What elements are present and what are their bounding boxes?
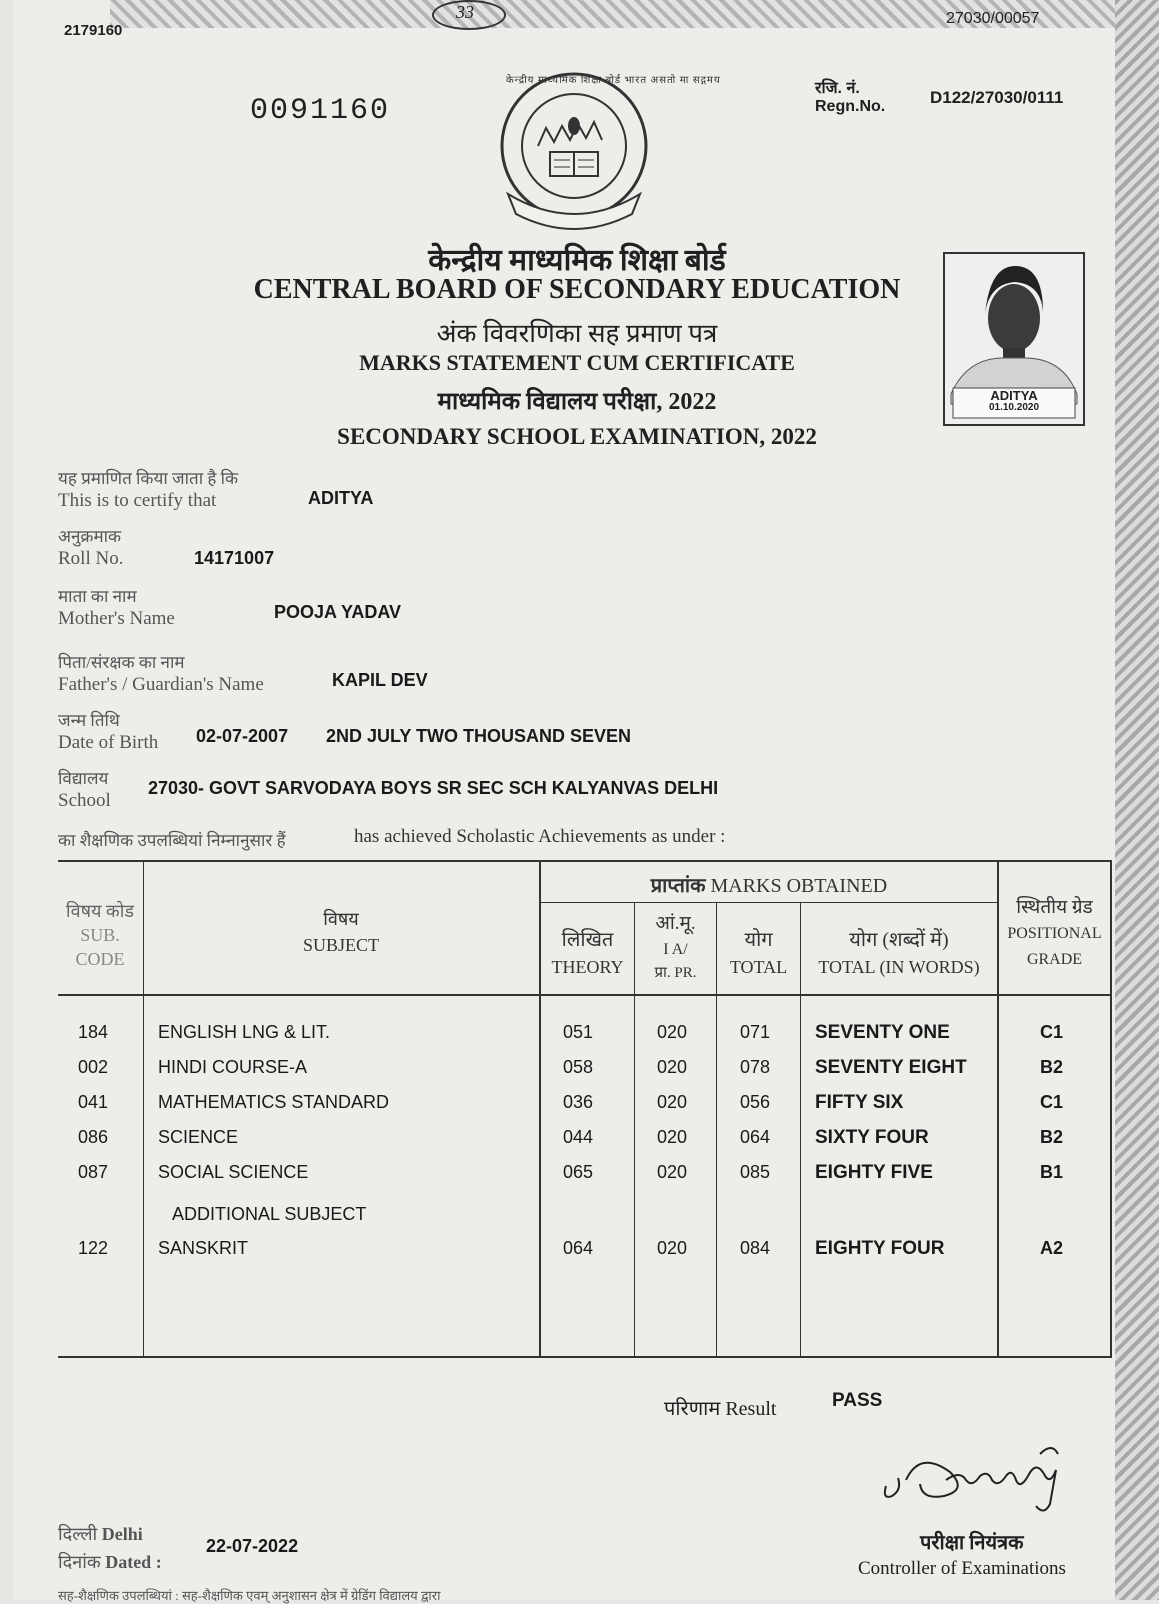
serial-number: 0091160 bbox=[250, 94, 391, 128]
header-code-hindi: विषय कोड bbox=[65, 901, 135, 921]
row-code: 087 bbox=[78, 1162, 109, 1182]
additional-subject-label: ADDITIONAL SUBJECT bbox=[172, 1204, 367, 1224]
header-ia-hindi: आं.मू. bbox=[655, 913, 696, 934]
controller-signature bbox=[880, 1440, 1080, 1525]
roll-number: 14171007 bbox=[194, 548, 275, 568]
row-total-words: SEVENTY EIGHT bbox=[815, 1057, 967, 1078]
dob-label-hindi: जन्म तिथि bbox=[58, 711, 120, 730]
row-total: 071 bbox=[740, 1022, 771, 1042]
row-total-words: FIFTY SIX bbox=[815, 1092, 904, 1113]
row-theory: 065 bbox=[563, 1162, 594, 1182]
place-label bbox=[58, 1522, 143, 1546]
row-code: 184 bbox=[78, 1022, 109, 1042]
student-name: ADITYA bbox=[308, 488, 374, 508]
row-code: 002 bbox=[78, 1057, 109, 1077]
achievement-label-hindi: का शैक्षणिक उपलब्धियां निम्नानुसार हैं bbox=[58, 831, 286, 850]
certify-label-hindi: यह प्रमाणित किया जाता है कि bbox=[58, 469, 239, 488]
result-value: PASS bbox=[832, 1390, 883, 1411]
result-label bbox=[664, 1394, 776, 1421]
row-theory: 051 bbox=[563, 1022, 594, 1042]
row-total: 084 bbox=[740, 1238, 771, 1258]
row-theory: 064 bbox=[563, 1238, 594, 1258]
row-theory: 058 bbox=[563, 1057, 594, 1077]
row-ia: 020 bbox=[657, 1022, 688, 1042]
bottom-note: सह-शैक्षणिक उपलब्धियां : सह-शैक्षणिक एवम् अनुशासन क्षेत्र में ग्रेडिंग विद्यालय द्वारा bbox=[58, 1588, 441, 1603]
place-label-hindi: दिल्ली bbox=[58, 1524, 98, 1544]
row-theory: 036 bbox=[563, 1092, 594, 1112]
handwritten-circle bbox=[432, 0, 506, 30]
row-subject: SCIENCE bbox=[158, 1127, 239, 1147]
dated-label-hindi: दिनांक bbox=[58, 1552, 101, 1572]
certify-label-english: This is to certify that bbox=[58, 490, 217, 511]
header-marks-english: MARKS OBTAINED bbox=[710, 875, 888, 897]
marks-header-divider bbox=[540, 902, 998, 903]
exam-title-hindi: माध्यमिक विद्यालय परीक्षा, 2022 bbox=[437, 389, 717, 415]
table-top-border bbox=[58, 860, 1112, 862]
row-total-words: EIGHTY FOUR bbox=[815, 1238, 945, 1259]
school-label-hindi: विद्यालय bbox=[58, 769, 109, 788]
header-marks-obtained bbox=[541, 874, 997, 899]
exam-title-english: SECONDARY SCHOOL EXAMINATION, 2022 bbox=[337, 424, 817, 449]
regn-label-en: Regn.No. bbox=[815, 98, 886, 115]
dated-label bbox=[58, 1550, 162, 1574]
row-grade: B2 bbox=[1040, 1057, 1064, 1077]
row-grade: C1 bbox=[1040, 1022, 1064, 1042]
controller-title-english: Controller of Examinations bbox=[858, 1558, 1066, 1579]
row-subject: ENGLISH LNG & LIT. bbox=[158, 1022, 331, 1042]
result-label-hindi: परिणाम bbox=[664, 1398, 721, 1420]
header-grade-en-2: GRADE bbox=[1026, 951, 1083, 968]
row-total-words: SIXTY FOUR bbox=[815, 1127, 929, 1148]
document-title-hindi: अंक विवरणिका सह प्रमाण पत्र bbox=[436, 319, 718, 348]
dob-in-words: 2ND JULY TWO THOUSAND SEVEN bbox=[326, 726, 632, 746]
father-label-hindi: पिता/संरक्षक का नाम bbox=[58, 653, 185, 672]
left-number: 2179160 bbox=[64, 22, 123, 39]
board-name-english: CENTRAL BOARD OF SECONDARY EDUCATION bbox=[253, 274, 901, 305]
row-total: 078 bbox=[740, 1057, 771, 1077]
father-name: KAPIL DEV bbox=[332, 670, 428, 690]
row-total-words: EIGHTY FIVE bbox=[815, 1162, 933, 1183]
board-name-hindi: केन्द्रीय माध्यमिक शिक्षा बोर्ड bbox=[428, 244, 726, 277]
header-subject-english: SUBJECT bbox=[302, 935, 380, 955]
row-code: 086 bbox=[78, 1127, 109, 1147]
row-theory: 044 bbox=[563, 1127, 594, 1147]
result-label-english: Result bbox=[725, 1398, 777, 1420]
photo-date-caption: 01.10.2020 bbox=[988, 402, 1040, 413]
header-theory-english: THEORY bbox=[551, 957, 624, 977]
header-total-hindi: योग bbox=[744, 929, 773, 951]
row-grade: C1 bbox=[1040, 1092, 1064, 1112]
mother-name: POOJA YADAV bbox=[274, 602, 402, 622]
table-header-bottom-border bbox=[58, 994, 1112, 996]
regn-label-hi: रजि. नं. bbox=[815, 80, 860, 97]
mother-label-english: Mother's Name bbox=[58, 608, 175, 629]
header-total-english: TOTAL bbox=[729, 957, 788, 977]
row-total: 085 bbox=[740, 1162, 771, 1182]
row-grade: B1 bbox=[1040, 1162, 1064, 1182]
issue-date: 22-07-2022 bbox=[206, 1536, 299, 1556]
signature-text: Bhardwaj bbox=[940, 1484, 944, 1485]
place-label-english: Delhi bbox=[101, 1524, 143, 1544]
handwritten-page-number: 33 bbox=[456, 2, 474, 22]
header-marks-hindi: प्राप्तांक bbox=[650, 875, 706, 897]
cbse-emblem-icon bbox=[498, 74, 721, 231]
table-right-border bbox=[1110, 860, 1112, 1358]
emblem-text: केन्द्रीय माध्यमिक शिक्षा बोर्ड भारत असतो मा सद्गमय bbox=[506, 75, 721, 86]
document-title-english: MARKS STATEMENT CUM CERTIFICATE bbox=[359, 350, 795, 375]
father-label-english: Father's / Guardian's Name bbox=[58, 674, 264, 695]
row-total-words: SEVENTY ONE bbox=[815, 1022, 950, 1043]
roll-label-english: Roll No. bbox=[58, 548, 124, 569]
header-theory-hindi: लिखित bbox=[561, 929, 614, 951]
header-words-hindi: योग (शब्दों में) bbox=[849, 929, 949, 951]
table-bottom-border bbox=[58, 1356, 1112, 1358]
row-code: 122 bbox=[78, 1238, 109, 1258]
header-words-english: TOTAL (IN WORDS) bbox=[818, 957, 980, 977]
row-ia: 020 bbox=[657, 1057, 688, 1077]
dob-label-english: Date of Birth bbox=[58, 732, 159, 753]
dob-value: 02-07-2007 bbox=[196, 726, 289, 746]
header-ia-english: I A/ bbox=[663, 941, 688, 958]
roll-label-hindi: अनुक्रमाक bbox=[58, 527, 122, 546]
dated-label-english: Dated : bbox=[105, 1552, 162, 1572]
row-total: 056 bbox=[740, 1092, 771, 1112]
header-ia-pr: प्रा. PR. bbox=[654, 965, 697, 981]
row-subject: HINDI COURSE-A bbox=[158, 1057, 308, 1077]
row-grade: B2 bbox=[1040, 1127, 1064, 1147]
row-total: 064 bbox=[740, 1127, 771, 1147]
student-photo bbox=[943, 252, 1085, 426]
school-value: 27030- GOVT SARVODAYA BOYS SR SEC SCH KALYANVAS DELHI bbox=[148, 778, 719, 798]
mother-label-hindi: माता का नाम bbox=[58, 587, 137, 606]
photo-name-caption: ADITYA bbox=[990, 388, 1038, 403]
row-ia: 020 bbox=[657, 1127, 688, 1147]
header-code-en-1: SUB. bbox=[80, 925, 120, 945]
row-ia: 020 bbox=[657, 1162, 688, 1182]
achievement-label-english: has achieved Scholastic Achievements as under : bbox=[354, 826, 726, 847]
row-subject: SANSKRIT bbox=[158, 1238, 249, 1258]
row-code: 041 bbox=[78, 1092, 109, 1112]
row-grade: A2 bbox=[1040, 1238, 1064, 1258]
right-number: 27030/00057 bbox=[946, 10, 1040, 27]
row-ia: 020 bbox=[657, 1238, 688, 1258]
scan-edge-right bbox=[1115, 0, 1159, 1600]
row-subject: MATHEMATICS STANDARD bbox=[158, 1092, 390, 1112]
header-subject-hindi: विषय bbox=[323, 909, 359, 929]
controller-title-hindi: परीक्षा नियंत्रक bbox=[920, 1532, 1024, 1554]
header-code-en-2: CODE bbox=[75, 949, 125, 969]
regn-value: D122/27030/0111 bbox=[930, 88, 1064, 107]
header-grade-en-1: POSITIONAL bbox=[1007, 925, 1102, 942]
school-label-english: School bbox=[58, 790, 111, 811]
header-grade-hindi: स्थितीय ग्रेड bbox=[1016, 897, 1093, 918]
row-subject: SOCIAL SCIENCE bbox=[158, 1162, 309, 1182]
row-ia: 020 bbox=[657, 1092, 688, 1112]
